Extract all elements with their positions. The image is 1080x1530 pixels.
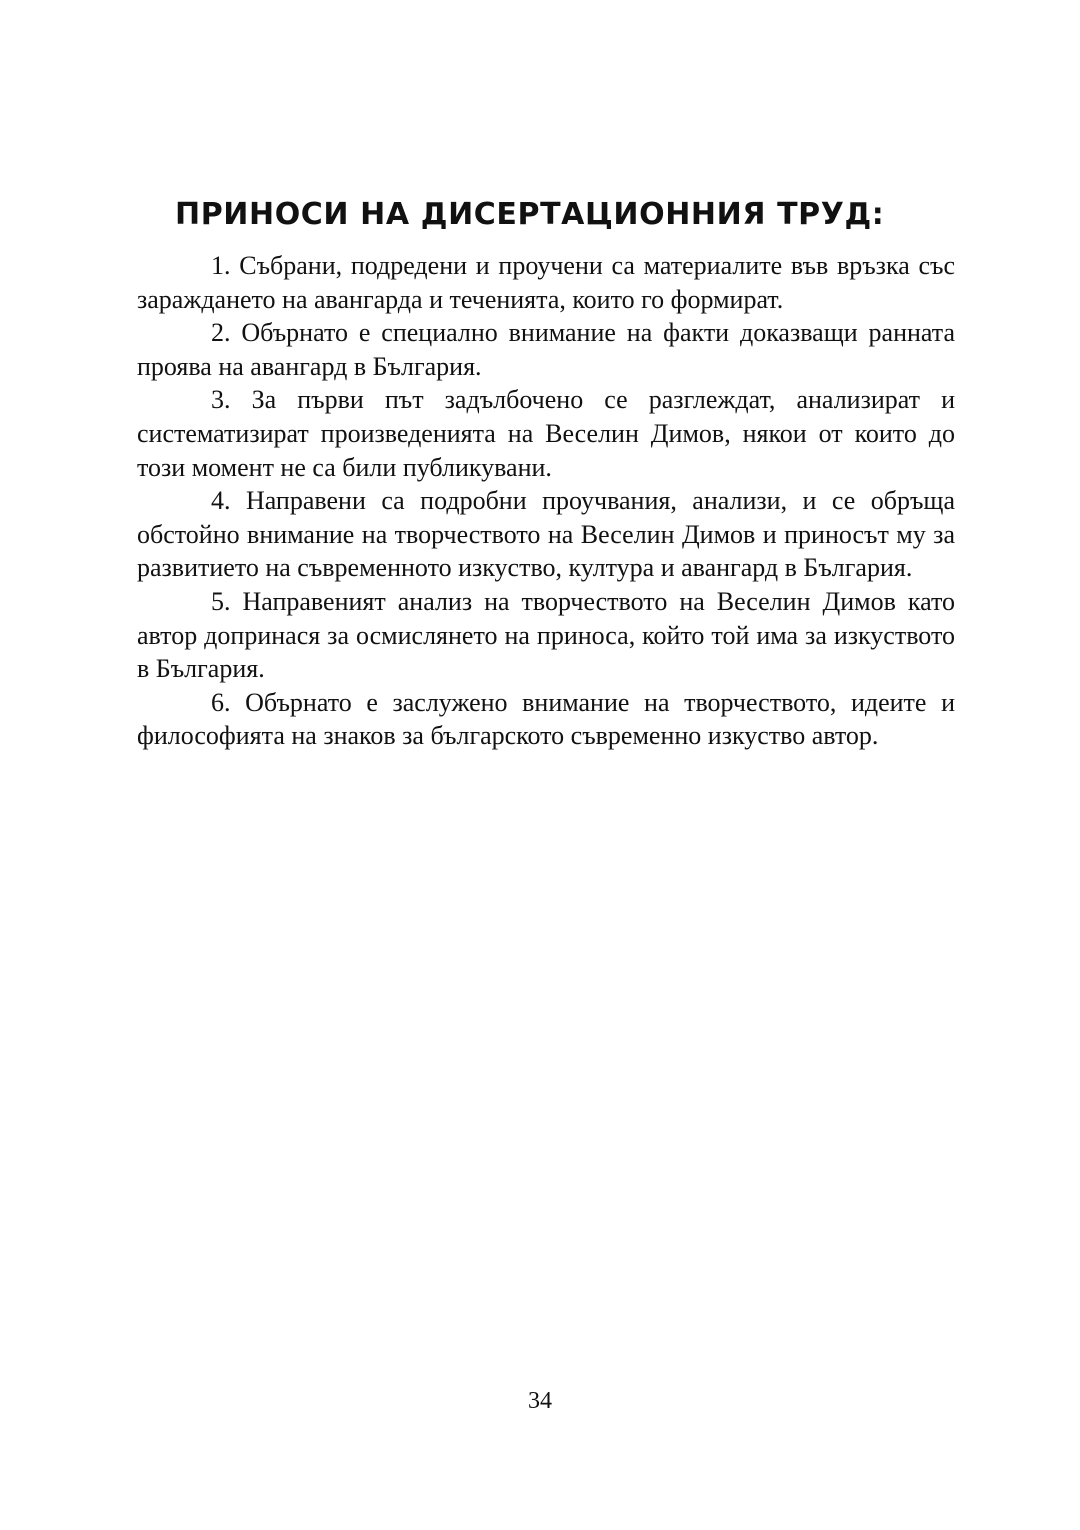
- contribution-paragraph-2: 2. Обърнато е специално внимание на факти доказващи ранната проява на авангард в България.: [137, 318, 955, 381]
- contribution-paragraph-4: 4. Направени са подробни проучвания, анализи, и се обръща обстойно внимание на творчеството на Веселин Димов и приносът му за развитието на съвременното изкуство, култура и авангард в България.: [137, 486, 955, 583]
- contribution-paragraph-5: 5. Направеният анализ на творчеството на Веселин Димов като автор допринася за осмислянето на приноса, който той има за изкуството в България.: [137, 586, 955, 684]
- section-heading: ПРИНОСИ НА ДИСЕРТАЦИОННИЯ ТРУД:: [175, 197, 885, 232]
- contribution-paragraph-1: 1. Събрани, подредени и проучени са материалите във връзка със зараждането на авангарда и теченията, които го формират.: [137, 251, 955, 314]
- page-number: 34: [528, 1388, 552, 1414]
- contribution-paragraph-6: 6. Обърнато е заслужено внимание на творчеството, идеите и философията на знаков за българското съвременно изкуство автор.: [137, 687, 955, 751]
- contribution-paragraph-3: 3. За първи път задълбочено се разглеждат, анализират и систематизират произведенията на Веселин Димов, някои от които до този момент не са били публикувани.: [137, 385, 955, 482]
- contributions-list: [137, 249, 955, 753]
